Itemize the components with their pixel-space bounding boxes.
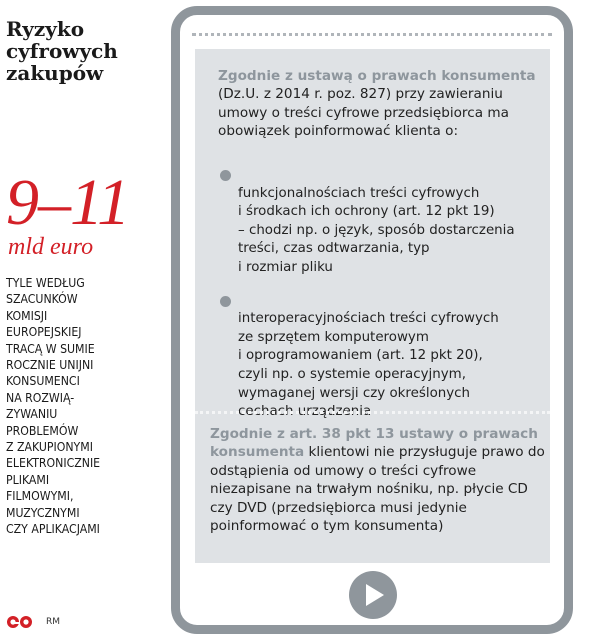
tablet-frame (171, 6, 573, 634)
section-highlight: Zgodnie z art. 38 pkt 13 ustawy o prawach konsumenta (210, 426, 538, 461)
stat-description: TYLE WEDŁUG SZACUNKÓW KOMISJI EUROPEJSKIEJ TRACĄ W SUMIE ROCZNIE UNIJNI KONSUMENCI NA ROZWIĄ- ZYWANIU PROBLEMÓW Z ZAKUPIONYMI ELEKTRONICZNIE PLIKAMI FILMOWYMI, MUZYCZNYMI CZY APLIKACJAMI (6, 276, 101, 537)
section-highlight: Zgodnie z ustawą o prawach konsumenta (218, 68, 536, 84)
big-number: 9–11 (6, 166, 130, 239)
section-text: (Dz.U. z 2014 r. poz. 827) przy zawieraniu umowy o treści cyfrowe przedsiębiorca ma obowiązek poinformować klienta o: (218, 86, 509, 140)
play-icon (366, 584, 384, 606)
section-withdrawal (210, 425, 545, 535)
bullet-list (218, 166, 543, 422)
gp-logo-icon (6, 614, 34, 630)
list-item-text: funkcjonalnościach treści cyfrowych i środkach ich ochrony (art. 12 pkt 19) – chodzi np. o język, sposób dostarczenia treści, czas odtwarzania, typ i rozmiar pliku (238, 185, 515, 275)
sidebar (6, 0, 166, 644)
section-consumer-info (218, 67, 543, 141)
play-button[interactable] (349, 571, 397, 619)
list-item (218, 166, 543, 278)
section-text: klientowi nie przysługuje prawo do odstąpienia od umowy o treści cyfrowe niezapisane na trwałym nośniku, np. płycie CD czy DVD (przedsiębiorca musi jedynie poinformować o tym konsumenta) (210, 444, 545, 535)
page-title: Ryzyko cyfrowych zakupów (6, 17, 118, 85)
bullet-dot-icon (220, 296, 231, 307)
speaker-line (192, 33, 552, 36)
footer (6, 612, 166, 636)
big-number-unit: mld euro (8, 234, 94, 260)
list-item-text: interoperacyjnościach treści cyfrowych ze sprzętem komputerowym i oprogramowaniem (art. 12 pkt 20), czyli np. o systemie operacyjnym, wymaganej wersji czy określonych cechach urządzenia (238, 311, 499, 420)
tablet-screen (195, 49, 550, 563)
section-divider (195, 411, 550, 414)
list-item (218, 292, 543, 422)
credit-label: RM (46, 617, 61, 627)
bullet-dot-icon (220, 170, 231, 181)
